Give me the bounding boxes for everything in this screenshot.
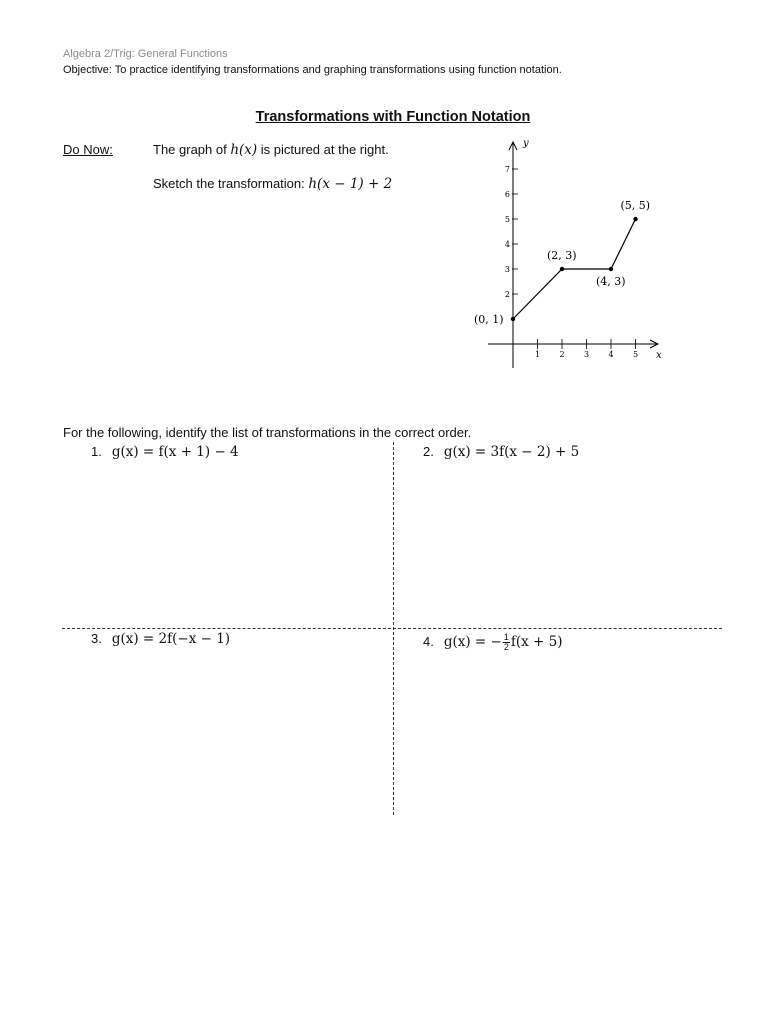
problem-number: 1. (91, 444, 102, 459)
point-label: (4, 3) (596, 275, 626, 288)
problem-expression-end: f(x + 5) (510, 633, 563, 650)
graph-point (633, 217, 637, 221)
y-axis-label: y (523, 138, 529, 149)
do-now-label: Do Now: (63, 142, 113, 157)
x-tick-label: 2 (559, 350, 565, 359)
problem-number: 4. (423, 633, 434, 649)
do-now-line-2-math: h(x − 1) + 2 (308, 176, 393, 192)
point-label: (0, 1) (474, 313, 504, 326)
instructions: For the following, identify the list of transformations in the correct order. (63, 425, 472, 440)
problem-expression-start: g(x) = − (443, 633, 502, 650)
y-tick-label: 3 (504, 265, 510, 274)
do-now-line-2-before: Sketch the transformation: (153, 176, 309, 191)
graph-point (511, 317, 515, 321)
y-tick-label: 2 (504, 290, 510, 299)
do-now-line-1-math: h(x) (230, 142, 258, 158)
problem-4 (423, 633, 563, 652)
objective-text: Objective: To practice identifying transformations and graphing transformations using function notation. (63, 64, 562, 76)
y-tick-label: 5 (504, 215, 510, 224)
do-now-line-1 (153, 142, 389, 158)
problem-number: 2. (423, 444, 434, 459)
point-label: (5, 5) (620, 199, 651, 212)
x-tick-label: 5 (632, 350, 639, 359)
y-tick-label: 4 (504, 240, 510, 249)
do-now-line-2 (153, 176, 392, 192)
problem-2 (423, 444, 579, 460)
function-graph (460, 130, 680, 380)
do-now-line-1-after: is pictured at the right. (257, 142, 389, 157)
graph-point (560, 267, 564, 271)
x-tick-label: 1 (534, 350, 541, 359)
worksheet-title: Transformations with Function Notation (255, 109, 531, 125)
point-label: (2, 3) (547, 249, 577, 262)
course-title: Algebra 2/Trig: General Functions (63, 48, 228, 60)
fraction-numerator: 1 (503, 632, 509, 642)
fraction (503, 633, 510, 652)
problem-1 (91, 444, 239, 460)
graph-point (609, 267, 613, 271)
x-tick-label: 4 (608, 350, 614, 359)
y-tick-label: 6 (504, 190, 510, 199)
fraction-denominator: 2 (503, 642, 509, 652)
x-tick-label: 3 (583, 350, 590, 359)
problem-expression: g(x) = 3f(x − 2) + 5 (443, 444, 580, 460)
problem-expression: g(x) = f(x + 1) − 4 (111, 444, 239, 460)
y-tick-label: 7 (504, 165, 510, 174)
problem-expression: g(x) = 2f(−x − 1) (111, 631, 231, 647)
do-now-line-1-before: The graph of (153, 142, 231, 157)
x-axis-label: x (656, 350, 662, 361)
horizontal-divider (62, 628, 722, 629)
problem-3 (91, 631, 230, 647)
function-line (513, 219, 636, 319)
problem-number: 3. (91, 631, 102, 646)
